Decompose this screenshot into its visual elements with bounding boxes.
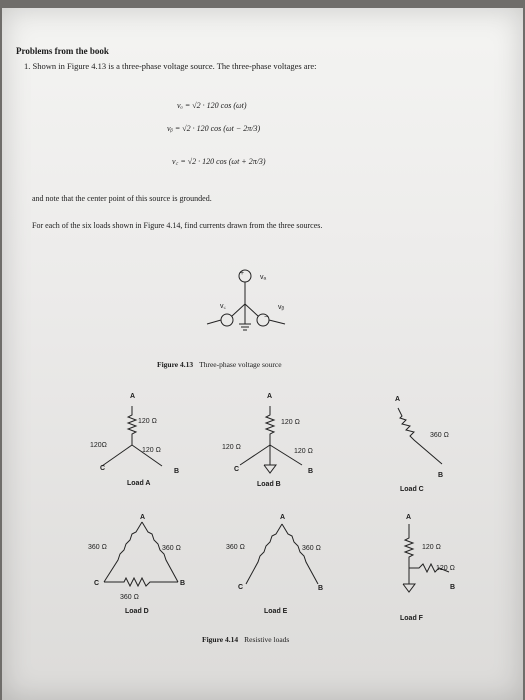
load-b-resistor-c: 120 Ω xyxy=(222,444,241,451)
load-e-node-b: B xyxy=(318,585,324,592)
load-f-label: Load F xyxy=(400,615,423,622)
load-a-label: Load A xyxy=(127,480,151,487)
source-minus-sign: − xyxy=(264,314,269,321)
load-f-circuit xyxy=(397,520,467,600)
load-d-node-c: C xyxy=(94,580,100,587)
source-label-vc: v꜀ xyxy=(220,303,226,310)
equation-va: vₐ = √2 · 120 cos (ωt) xyxy=(177,101,247,110)
source-label-va: vₐ xyxy=(260,274,267,281)
figure-413-title: Three-phase voltage source xyxy=(199,360,282,369)
load-a-resistor-a: 120 Ω xyxy=(138,418,157,425)
grounded-note: and note that the center point of this source is grounded. xyxy=(32,194,212,203)
load-a-resistor-c: 120Ω xyxy=(90,442,107,449)
problem-statement: 1. Shown in Figure 4.13 is a three-phase voltage source. The three-phase voltages are: xyxy=(24,61,317,71)
figure-414-number: Figure 4.14 xyxy=(202,635,239,644)
load-d-node-b: B xyxy=(180,580,186,587)
load-b-circuit xyxy=(228,403,328,478)
load-b-resistor-a: 120 Ω xyxy=(281,419,300,426)
load-c-node-b: B xyxy=(438,472,444,479)
load-e-resistor-left: 360 Ω xyxy=(226,544,245,551)
equation-vb: vᵦ = √2 · 120 cos (ωt − 2π/3) xyxy=(167,124,261,133)
load-d-circuit xyxy=(102,518,202,598)
load-e-resistor-right: 360 Ω xyxy=(302,545,321,552)
figure-413-number: Figure 4.13 xyxy=(157,360,194,369)
figure-413-caption xyxy=(157,360,282,369)
load-f-node-a: A xyxy=(406,514,412,521)
load-d-resistor-right: 360 Ω xyxy=(162,545,181,552)
load-b-resistor-b: 120 Ω xyxy=(294,448,313,455)
load-d-resistor-left: 360 Ω xyxy=(88,544,107,551)
load-a-node-c: C xyxy=(100,465,106,472)
load-a-node-a: A xyxy=(130,393,136,400)
figure-414-caption xyxy=(202,635,289,644)
load-f-node-b: B xyxy=(450,584,456,591)
document-page xyxy=(2,8,523,700)
load-c-resistor: 360 Ω xyxy=(430,432,449,439)
load-d-resistor-bottom: 360 Ω xyxy=(120,594,139,601)
load-d-node-a: A xyxy=(140,514,146,521)
load-e-node-c: C xyxy=(238,584,244,591)
load-b-node-a: A xyxy=(267,393,273,400)
load-d-label: Load D xyxy=(125,608,149,615)
three-phase-source-diagram xyxy=(197,266,307,346)
load-e-circuit xyxy=(240,520,340,600)
load-b-node-c: C xyxy=(234,466,240,473)
load-a-node-b: B xyxy=(174,468,180,475)
task-statement: For each of the six loads shown in Figure 4.14, find currents drawn from the three sources. xyxy=(32,221,323,230)
load-e-label: Load E xyxy=(264,608,288,615)
load-f-resistor-top: 120 Ω xyxy=(422,544,441,551)
load-c-node-a: A xyxy=(395,396,401,403)
load-e-node-a: A xyxy=(280,514,286,521)
heading: Problems from the book xyxy=(16,46,109,56)
load-a-circuit xyxy=(92,403,192,478)
load-c-circuit xyxy=(394,404,454,474)
load-a-resistor-b: 120 Ω xyxy=(142,447,161,454)
figure-414-title: Resistive loads xyxy=(244,635,290,644)
equation-vc: v꜀ = √2 · 120 cos (ωt + 2π/3) xyxy=(172,157,266,166)
load-f-resistor-bottom: 120 Ω xyxy=(436,565,455,572)
load-b-node-b: B xyxy=(308,468,314,475)
load-b-label: Load B xyxy=(257,481,281,488)
source-plus-sign: + xyxy=(240,270,245,277)
source-label-vb: vᵦ xyxy=(278,304,285,311)
load-c-label: Load C xyxy=(400,486,424,493)
